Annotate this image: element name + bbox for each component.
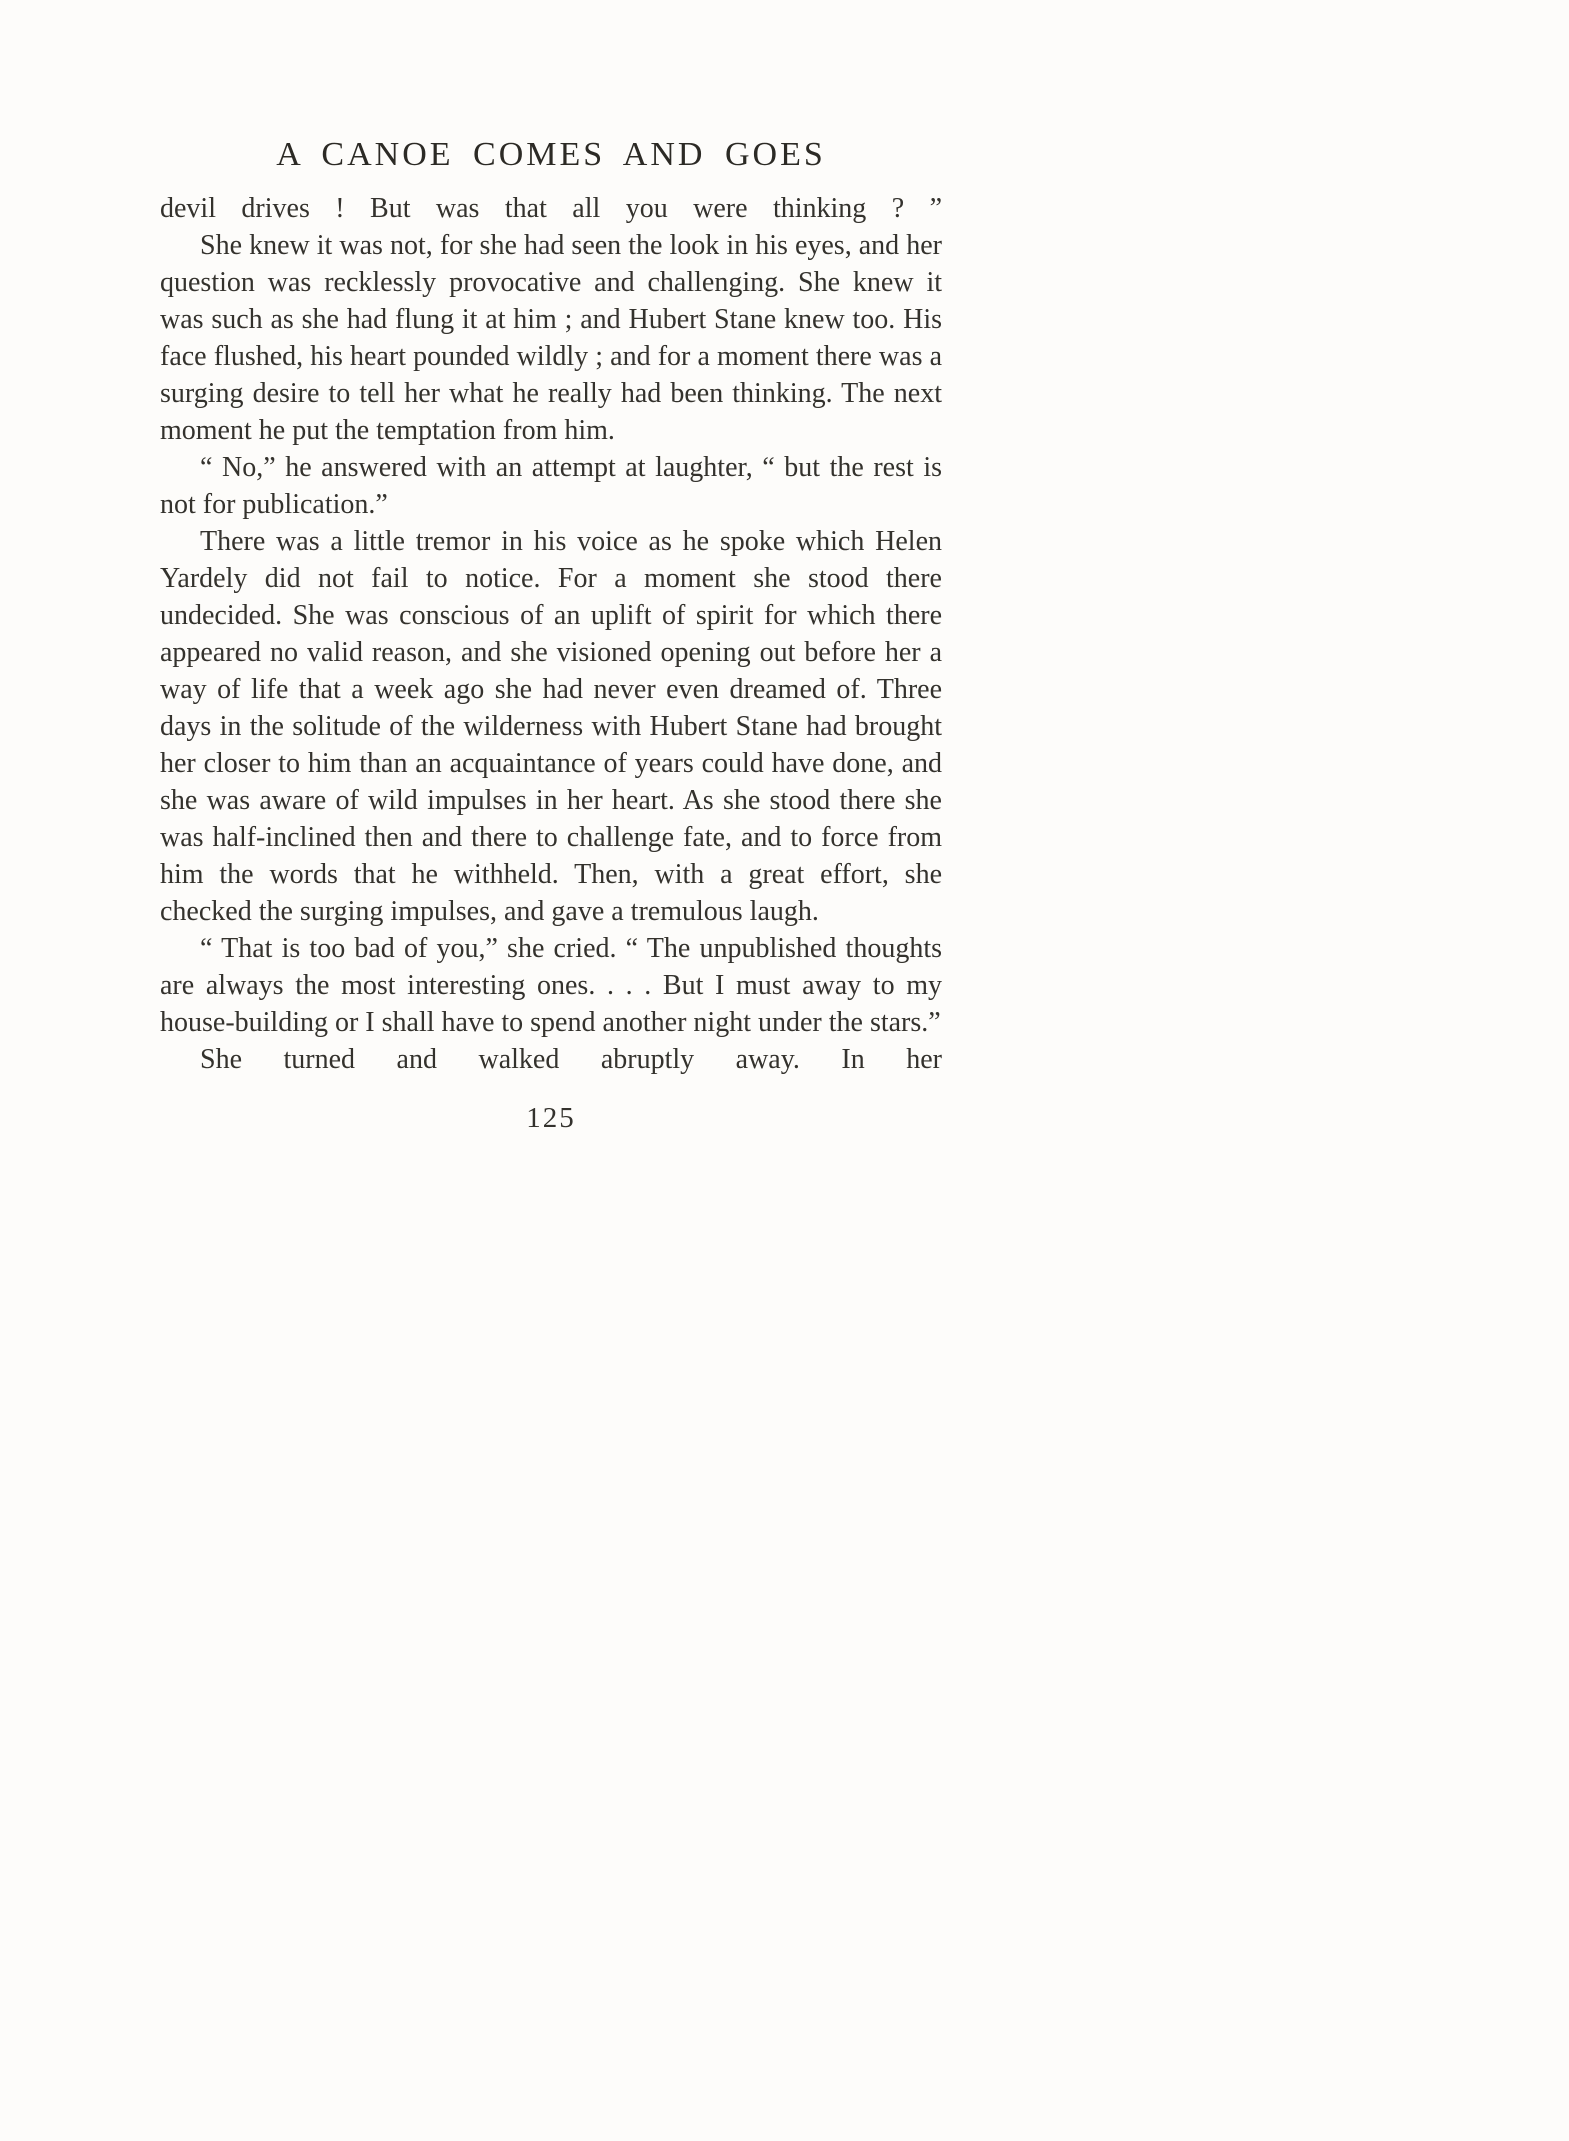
- page-number: 125: [526, 1102, 576, 1134]
- paragraph: She knew it was not, for she had seen the look in his eyes, and her question was recklessly provocative and challenging. She knew it was such as she had flung it at him ; and Hubert Stane knew too. His face flushed, his heart pounded wildly ; and for a moment there was a surging desire to tell her what he really had been thinking. The next moment he put the temptation from him.: [160, 230, 942, 446]
- paragraph: “ That is too bad of you,” she cried. “ The unpublished thoughts are always the most interesting ones. . . . But I must away to my house-building or I shall have to spend another night under the stars.”: [160, 933, 942, 1038]
- paragraph: There was a little tremor in his voice as he spoke which Helen Yardely did not fail to notice. For a moment she stood there undecided. She was conscious of an uplift of spirit for which there appeared no valid reason, and she visioned opening out before her a way of life that a week ago she had never even dreamed of. Three days in the solitude of the wilderness with Hubert Stane had brought her closer to him than an acquaintance of years could have done, and she was aware of wild impulses in her heart. As she stood there she was half-inclined then and there to challenge fate, and to force from him the words that he withheld. Then, with a great effort, she checked the surging impulses, and gave a tremulous laugh.: [160, 526, 942, 927]
- paragraph: “ No,” he answered with an attempt at laughter, “ but the rest is not for publication.”: [160, 452, 942, 520]
- paragraph: She turned and walked abruptly away. In her: [200, 1044, 942, 1075]
- text-block: [160, 136, 942, 1135]
- page-body: [160, 190, 942, 1078]
- paragraph: devil drives ! But was that all you were thinking ? ”: [160, 193, 942, 224]
- running-head: A CANOE COMES AND GOES: [276, 136, 826, 173]
